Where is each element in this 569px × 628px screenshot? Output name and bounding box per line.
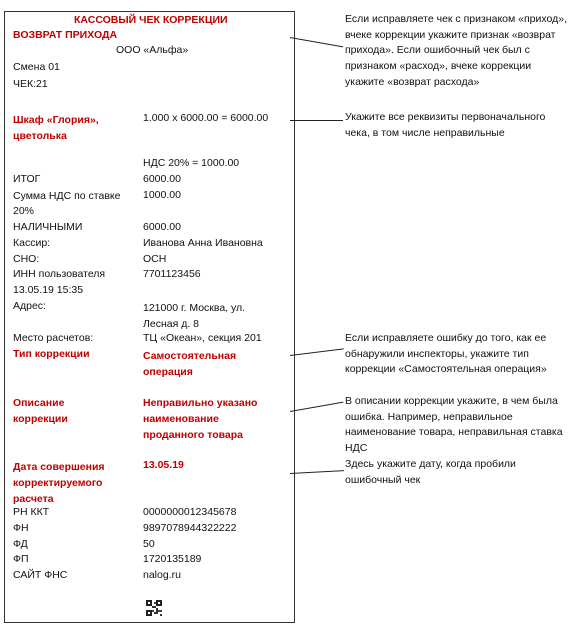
row-label: НАЛИЧНЫМИ xyxy=(13,221,83,233)
receipt-title: КАССОВЫЙ ЧЕК КОРРЕКЦИИ xyxy=(74,14,228,26)
row-value: 6000.00 xyxy=(143,221,181,233)
item-calc: 1.000 x 6000.00 = 6000.00 xyxy=(143,112,269,124)
row-value: 6000.00 xyxy=(143,173,181,185)
fiscal-label: РН ККТ xyxy=(13,506,50,518)
correction-date-label: Дата совершения корректируемого расчета xyxy=(13,461,105,505)
fiscal-label: ФН xyxy=(13,522,29,534)
correction-date-value: 13.05.19 xyxy=(143,459,184,471)
row-label: СНО: xyxy=(13,253,40,265)
note-correction-type: Если исправляете ошибку до того, как ее обнаружили инспекторы, укажите тип коррекции «Самостоятельная операция» xyxy=(345,332,547,376)
note-original-details: Укажите все реквизиты первоначального чека, в том числе неправильные xyxy=(345,111,546,139)
row-label: ИТОГ xyxy=(13,173,41,185)
row-label: Сумма НДС по ставке 20% xyxy=(13,190,121,217)
row-value: ТЦ «Океан», секция 201 xyxy=(143,332,262,344)
vat-line: НДС 20% = 1000.00 xyxy=(143,157,240,169)
row-label: Место расчетов: xyxy=(13,332,94,344)
row-label: 13.05.19 15:35 xyxy=(13,284,84,296)
shift-number: Смена 01 xyxy=(13,61,60,73)
check-number: ЧЕК:21 xyxy=(13,78,48,90)
fiscal-label: ФД xyxy=(13,538,28,550)
row-value: 1000.00 xyxy=(143,189,181,201)
connector-line xyxy=(290,402,343,412)
qr-code-icon xyxy=(146,600,162,616)
connector-line xyxy=(290,470,344,474)
item-name: Шкаф «Глория», цветолька xyxy=(13,114,99,142)
row-label: Адрес: xyxy=(13,300,46,312)
fiscal-label: ФП xyxy=(13,553,29,565)
fiscal-value: 9897078944322222 xyxy=(143,522,237,534)
row-value: ОСН xyxy=(143,253,167,265)
fiscal-label: САЙТ ФНС xyxy=(13,569,68,581)
row-value: 7701123456 xyxy=(143,268,201,280)
row-value: 121000 г. Москва, ул. Лесная д. 8 xyxy=(143,302,246,330)
connector-line xyxy=(290,348,344,356)
connector-line xyxy=(290,120,343,121)
fiscal-value: 50 xyxy=(143,538,155,550)
row-label: Кассир: xyxy=(13,237,51,249)
note-return-sign: Если исправляете чек с признаком «приход», вчеке коррекции укажите признак «возврат прихода». Если ошибочный чек был с признаком «расход», вчеке коррекции укажите «возврат расхода» xyxy=(345,13,567,88)
row-label: ИНН пользователя xyxy=(13,268,106,280)
fiscal-value: 0000000012345678 xyxy=(143,506,237,518)
note-date: Здесь укажите дату, когда пробили ошибочный чек xyxy=(345,458,516,486)
correction-type-label: Тип коррекции xyxy=(13,348,90,360)
fiscal-value: nalog.ru xyxy=(143,569,181,581)
correction-type-value: Самостоятельная операция xyxy=(143,350,237,378)
receipt-subtitle: ВОЗВРАТ ПРИХОДА xyxy=(13,29,118,41)
connector-line xyxy=(290,37,343,47)
note-correction-description: В описании коррекции укажите, в чем была ошибка. Например, неправильное наименование товара, неправильная ставка НДС xyxy=(345,395,563,455)
correction-description-value: Неправильно указано наименование проданного товара xyxy=(143,397,258,441)
org-name: ООО «Альфа» xyxy=(116,44,189,56)
fiscal-value: 1720135189 xyxy=(143,553,202,565)
correction-description-label: Описание коррекции xyxy=(13,397,68,425)
row-value: Иванова Анна Ивановна xyxy=(143,237,263,249)
